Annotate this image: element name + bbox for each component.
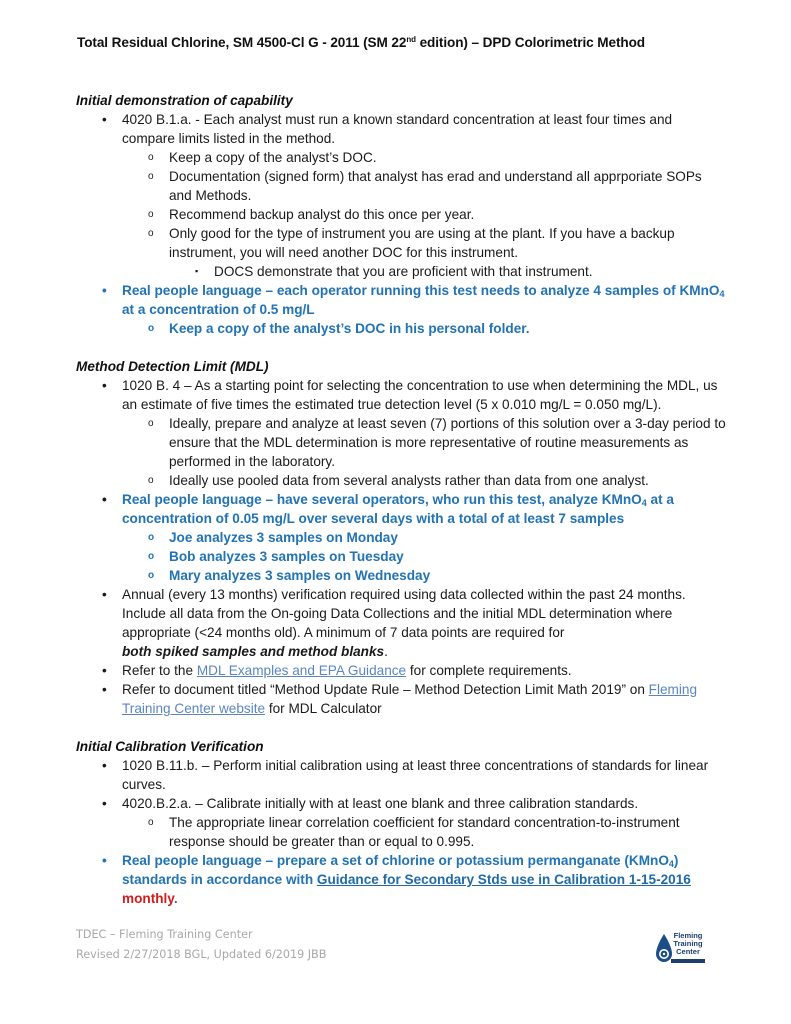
- real-people-language-item: [76, 851, 726, 908]
- list-item: [76, 585, 726, 661]
- list-item-text: Keep a copy of the analyst’s DOC.: [169, 150, 377, 165]
- circle-bullet-icon: o: [148, 152, 154, 163]
- secondary-stds-guidance-link[interactable]: Guidance for Secondary Stds use in Calibration 1-15-2016: [316, 872, 691, 887]
- list-item-text: Annual (every 13 months) verification required using data collected within the past 24 months. Include all data from the On-going Data Collections and the initial MDL determination where appropriate (<24 months old). A minimum of 7 data points are required for: [122, 587, 686, 640]
- list-item: [76, 110, 726, 148]
- emphasis-text: both spiked samples and method blanks: [122, 644, 385, 659]
- bullet-icon: •: [102, 796, 107, 811]
- mdl-examples-link[interactable]: MDL Examples and EPA Guidance: [196, 663, 407, 678]
- real-people-language-item: [76, 490, 726, 528]
- list-item-text: Real people language – each operator running this test needs to analyze 4 samples of KMnO: [122, 283, 720, 298]
- list-item: [76, 319, 726, 338]
- list-item: [76, 680, 726, 718]
- list-item-text: Refer to the: [122, 663, 197, 678]
- list-item-text: 4020 B.1.a. - Each analyst must run a known standard concentration at least four times and compare limits listed in the method.: [122, 112, 673, 146]
- idc-list: [76, 110, 726, 338]
- list-item-text: 1020 B. 4 – As a starting point for selecting the concentration to use when determining the MDL, us an estimate of five times the estimated true detection level (5 x 0.010 mg/L = 0.050 mg/L).: [122, 378, 718, 412]
- logo-line: Center: [676, 947, 700, 956]
- document-title: [77, 35, 645, 50]
- list-item-text: Refer to document titled “Method Update Rule – Method Detection Limit Math 2019” on: [122, 682, 649, 697]
- list-item: [76, 224, 726, 262]
- list-item: [76, 148, 726, 167]
- title-text: Total Residual Chlorine, SM 4500-Cl G - 2011 (SM 22: [77, 35, 407, 50]
- bullet-icon: •: [102, 378, 107, 393]
- bullet-icon: •: [102, 492, 107, 507]
- logo-text: [671, 932, 705, 956]
- list-item-text: for complete requirements.: [406, 663, 572, 678]
- list-item: [76, 205, 726, 224]
- monthly-emphasis: monthly: [122, 891, 174, 906]
- section-heading-icv: Initial Calibration Verification: [76, 739, 264, 754]
- bullet-icon: •: [102, 853, 107, 868]
- circle-bullet-icon: o: [148, 171, 154, 182]
- mdl-list: [76, 376, 726, 718]
- footer-org: TDEC – Fleming Training Center: [76, 928, 253, 941]
- bullet-icon: •: [102, 758, 107, 773]
- bullet-icon: •: [102, 587, 107, 602]
- title-text-end: edition) – DPD Colorimetric Method: [415, 35, 646, 50]
- list-item: [76, 756, 726, 794]
- square-bullet-icon: ▪: [195, 266, 199, 276]
- list-item: [76, 262, 726, 281]
- title-superscript: nd: [406, 35, 416, 44]
- list-item-text: at a concentration of 0.5 mg/L: [122, 302, 315, 317]
- list-item-text: The appropriate linear correlation coefficient for standard concentration-to-instrument response should be greater than or equal to 0.995.: [169, 815, 680, 849]
- footer-revision: Revised 2/27/2018 BGL, Updated 6/2019 JBB: [76, 948, 327, 961]
- list-item: [76, 813, 726, 851]
- logo-line: Fleming: [673, 931, 703, 940]
- list-item-text: Ideally use pooled data from several analysts rather than data from one analyst.: [169, 473, 649, 488]
- list-item-text: Joe analyzes 3 samples on Monday: [169, 530, 398, 545]
- list-item: [76, 167, 726, 205]
- circle-bullet-icon: o: [148, 209, 154, 220]
- circle-bullet-icon: o: [148, 570, 155, 581]
- spacer: [76, 338, 726, 357]
- bullet-icon: •: [102, 682, 107, 697]
- list-item-text: ) standards in accordance with: [122, 853, 679, 887]
- list-item-text: .: [173, 891, 178, 906]
- circle-bullet-icon: o: [148, 475, 154, 486]
- icv-list: [76, 756, 726, 908]
- circle-bullet-icon: o: [148, 228, 154, 239]
- logo-tagline-bar: [671, 959, 705, 963]
- circle-bullet-icon: o: [148, 532, 155, 543]
- list-item-text: 1020 B.11.b. – Perform initial calibration using at least three concentrations of standards for linear curves.: [122, 758, 709, 792]
- list-item-text: Recommend backup analyst do this once per year.: [169, 207, 475, 222]
- bullet-icon: •: [102, 283, 107, 298]
- fleming-website-link[interactable]: Fleming Training Center website: [122, 682, 698, 716]
- subscript: 4: [641, 498, 647, 508]
- real-people-language-item: [76, 281, 726, 319]
- section-heading-mdl: Method Detection Limit (MDL): [76, 359, 269, 374]
- list-item-text: at a concentration of 0.05 mg/L over several days with a total of at least 7 samples: [122, 492, 674, 526]
- page-footer: [76, 925, 326, 965]
- list-item-text: Ideally, prepare and analyze at least seven (7) portions of this solution over a 3-day period to ensure that the MDL determination is more representative of routine measurements as performed in the laboratory.: [169, 416, 726, 469]
- section-heading-idc: Initial demonstration of capability: [76, 93, 293, 108]
- list-item-text: for MDL Calculator: [265, 701, 382, 716]
- list-item-text: 4020.B.2.a. – Calibrate initially with at least one blank and three calibration standards.: [122, 796, 639, 811]
- circle-bullet-icon: o: [148, 817, 154, 828]
- document-body: [76, 91, 726, 908]
- circle-bullet-icon: o: [148, 323, 155, 334]
- list-item-text: .: [384, 644, 388, 659]
- list-item-text: Real people language – prepare a set of chlorine or potassium permanganate (KMnO: [122, 853, 669, 868]
- circle-bullet-icon: o: [148, 551, 155, 562]
- list-item-text: DOCS demonstrate that you are proficient with that instrument.: [214, 264, 593, 279]
- spacer: [76, 718, 726, 737]
- list-item-text: Mary analyzes 3 samples on Wednesday: [169, 568, 431, 583]
- list-item: [76, 547, 726, 566]
- list-item: [76, 528, 726, 547]
- list-item-text: Keep a copy of the analyst’s DOC in his personal folder.: [169, 321, 530, 336]
- bullet-icon: •: [102, 112, 107, 127]
- list-item: [76, 566, 726, 585]
- fleming-training-center-logo: [655, 932, 707, 968]
- subscript: 4: [719, 289, 725, 299]
- list-item: [76, 414, 726, 471]
- list-item: [76, 661, 726, 680]
- list-item-text: Documentation (signed form) that analyst has erad and understand all apprporiate SOPs and Methods.: [169, 169, 702, 203]
- circle-bullet-icon: o: [148, 418, 154, 429]
- list-item: [76, 376, 726, 414]
- list-item: [76, 794, 726, 813]
- subscript: 4: [668, 859, 674, 869]
- bullet-icon: •: [102, 663, 107, 678]
- logo-line: Training: [673, 939, 703, 948]
- list-item-text: Real people language – have several operators, who run this test, analyze KMnO: [122, 492, 642, 507]
- list-item-text: Only good for the type of instrument you are using at the plant. If you have a backup instrument, you will need another DOC for this instrument.: [169, 226, 675, 260]
- list-item-text: Bob analyzes 3 samples on Tuesday: [169, 549, 404, 564]
- list-item: [76, 471, 726, 490]
